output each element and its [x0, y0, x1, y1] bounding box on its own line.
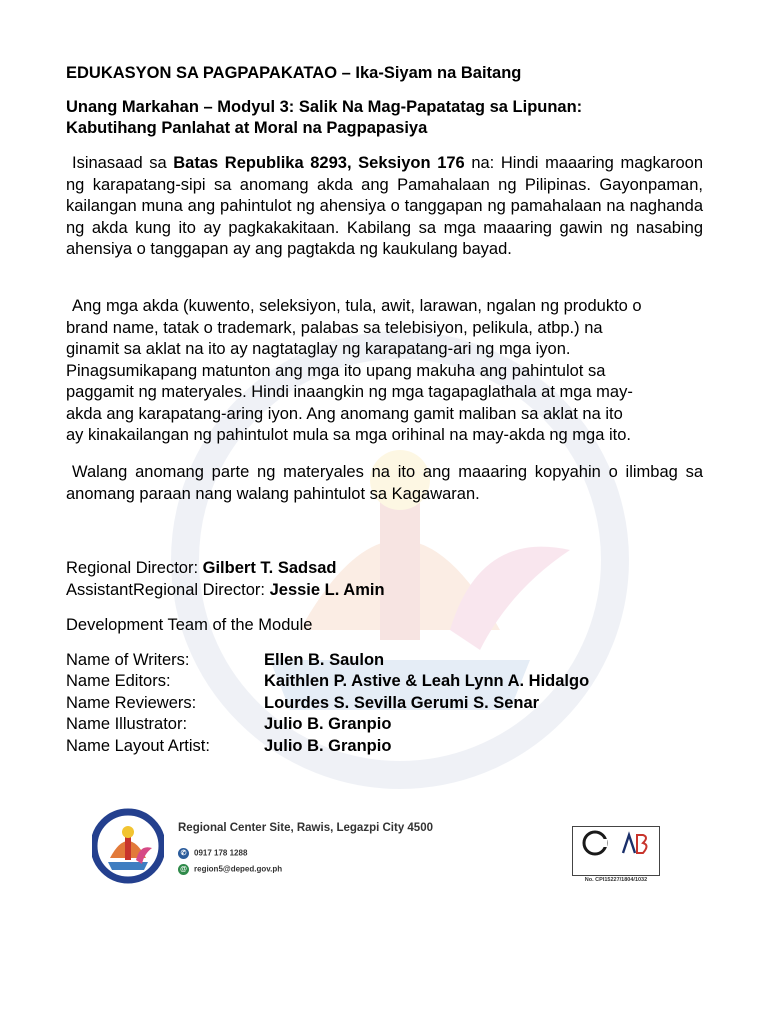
role-label: Name of Writers: — [66, 651, 190, 669]
role-row-editors — [66, 671, 589, 692]
role-row-writers — [66, 650, 589, 671]
certification-logo — [573, 827, 617, 863]
role-value: Kaithlen P. Astive & Leah Lynn A. Hidalgo — [264, 672, 590, 691]
p2-line: Ang mga akda (kuwento, seleksiyon, tula, awit, larawan, ngalan ng produkto o — [72, 297, 642, 315]
certification-number: No. CPI15227/1804/1032 — [584, 877, 648, 883]
footer-email — [178, 864, 282, 875]
assistant-director-name: Jessie L. Amin — [269, 581, 385, 599]
assistant-director-label: AssistantRegional Director: — [66, 581, 270, 599]
copyright-paragraph-2 — [66, 296, 703, 447]
phone-icon: ✆ — [178, 848, 189, 859]
role-row-layout-artist — [66, 736, 589, 757]
accreditation-logo — [617, 827, 657, 863]
p1-post: na: Hindi maaaring magkaroon ng karapatang-sipi sa anomang akda ang Pamahalaan ng Pilipinas. Gayonpaman, kailangan muna ang pahintulot ng ahensiya o tanggapan ng pamahalaan na naghanda ng akda kung ito ay pagkakakitaan. Kabilang sa mga maaaring gawin ng nasabing ahensiya o tanggapan ay ang pagtakda ng kaukulang bayad. — [66, 154, 704, 258]
p2-line: paggamit ng materyales. Hindi inaangkin ng mga tagapaglathala at mga may- — [66, 383, 633, 401]
role-value: Julio B. Granpio — [264, 715, 392, 734]
email-address: region5@deped.gov.ph — [194, 864, 283, 874]
regional-director-label: Regional Director: — [66, 559, 203, 577]
p2-line: ay kinakailangan ng pahintulot mula sa mga orihinal na may-akda ng mga ito. — [66, 426, 632, 444]
regional-director-line — [66, 558, 337, 579]
team-heading: Development Team of the Module — [66, 616, 313, 634]
module-subtitle-line2: Kabutihang Panlahat at Moral na Pagpapasiya — [66, 119, 428, 137]
p1-pre: Isinasaad sa — [72, 154, 174, 172]
phone-number: 0917 178 1288 — [194, 848, 248, 858]
p2-line: ginamit sa aklat na ito ay nagtataglay ng karapatang-ari ng mga iyon. — [66, 340, 571, 358]
role-value: Lourdes S. Sevilla Gerumi S. Senar — [264, 693, 540, 712]
certification-badge — [572, 826, 660, 876]
p1-law-reference: Batas Republika 8293, Seksiyon 176 — [173, 154, 465, 172]
role-list — [66, 650, 589, 757]
p2-line: akda ang karapatang-aring iyon. Ang anomang gamit maliban sa aklat na ito — [66, 404, 623, 423]
document-title: EDUKASYON SA PAGPAPAKATAO – Ika-Siyam na Baitang — [66, 64, 522, 82]
regional-director-name: Gilbert T. Sadsad — [202, 559, 337, 577]
role-value: Julio B. Granpio — [264, 736, 392, 755]
role-label: Name Editors: — [66, 672, 171, 691]
deped-region-v-seal-logo — [92, 808, 164, 888]
role-label: Name Layout Artist: — [66, 736, 210, 755]
role-value: Ellen B. Saulon — [264, 651, 385, 669]
copyright-paragraph-1 — [66, 153, 703, 261]
role-label: Name Illustrator: — [66, 715, 188, 734]
module-subtitle — [66, 97, 706, 139]
role-row-illustrator — [66, 714, 589, 735]
email-icon: @ — [178, 864, 189, 875]
footer-address: Regional Center Site, Rawis, Legazpi City 4500 — [178, 822, 433, 834]
assistant-director-line — [66, 580, 385, 601]
role-row-reviewers — [66, 693, 589, 714]
p3-text: Walang anomang parte ng materyales na ito ang maaaring kopyahin o ilimbag sa anomang paraan nang walang pahintulot sa Kagawaran. — [66, 463, 703, 503]
footer — [92, 808, 662, 898]
role-label: Name Reviewers: — [66, 693, 197, 712]
copyright-paragraph-3 — [66, 462, 703, 505]
footer-phone — [178, 848, 247, 859]
module-subtitle-line1: Unang Markahan – Modyul 3: Salik Na Mag-Papatatag sa Lipunan: — [66, 98, 583, 116]
p2-line: Pinagsumikapang matunton ang mga ito upang makuha ang pahintulot sa — [66, 361, 606, 380]
p2-line: brand name, tatak o trademark, palabas sa telebisiyon, pelikula, atbp.) na — [66, 318, 603, 337]
